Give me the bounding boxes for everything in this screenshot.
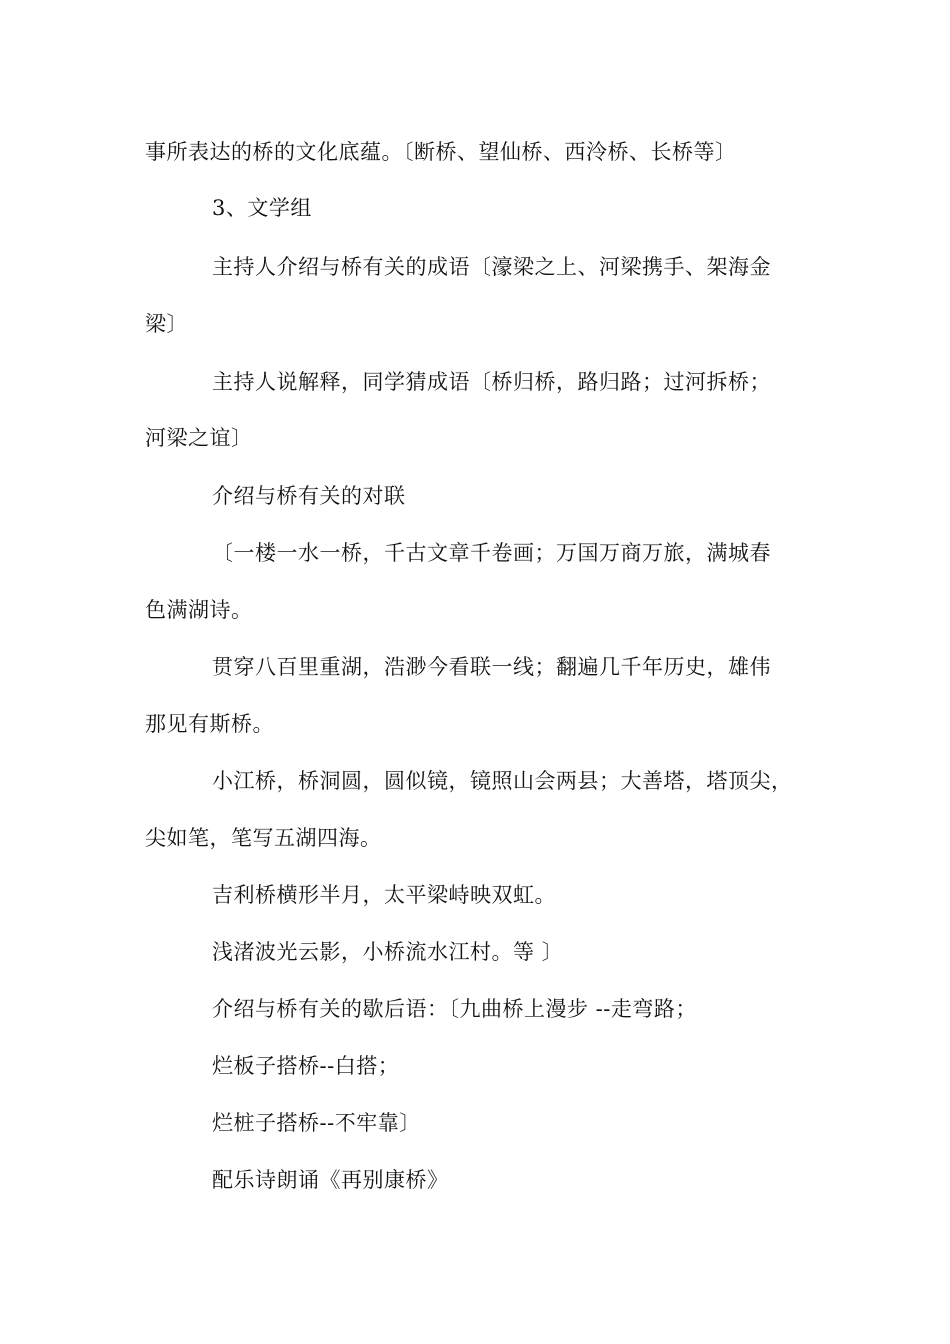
text-line: 浅渚波光云影，小桥流水江村。等 〕	[212, 940, 564, 964]
text-line: 介绍与桥有关的歇后语：〔九曲桥上漫步 --走弯路；	[212, 997, 697, 1021]
text-line: 那见有斯桥。	[145, 712, 274, 736]
text-line: 色满湖诗。	[145, 598, 253, 622]
text-line: 事所表达的桥的文化底蕴。〔断桥、望仙桥、西泠桥、长桥等〕	[145, 140, 737, 164]
text-line: 介绍与桥有关的对联	[212, 484, 406, 508]
text-line: 配乐诗朗诵《再别康桥》	[212, 1168, 449, 1192]
text-line: 尖如笔，笔写五湖四海。	[145, 826, 382, 850]
text-line: 贯穿八百里重湖，浩渺今看联一线；翻遍几千年历史，雄伟	[212, 655, 771, 679]
text-line: 〔一楼一水一桥，千古文章千卷画；万国万商万旅，满城春	[212, 541, 771, 565]
text-line: 梁〕	[145, 312, 188, 336]
text-line: 烂板子搭桥--白搭；	[212, 1054, 400, 1078]
text-line: 河梁之谊〕	[145, 426, 253, 450]
text-line: 烂桩子搭桥--不牢靠〕	[212, 1111, 421, 1135]
text-line: 吉利桥横形半月，太平梁峙映双虹。	[212, 883, 556, 907]
text-line: 小江桥，桥洞圆，圆似镜，镜照山会两县；大善塔，塔顶尖，	[212, 769, 793, 793]
text-line: 主持人说解释，同学猜成语〔桥归桥，路归路；过河拆桥；	[212, 370, 771, 394]
section-heading: 3、文学组	[212, 196, 312, 220]
text-line: 主持人介绍与桥有关的成语〔濠梁之上、河梁携手、架海金	[212, 255, 771, 279]
